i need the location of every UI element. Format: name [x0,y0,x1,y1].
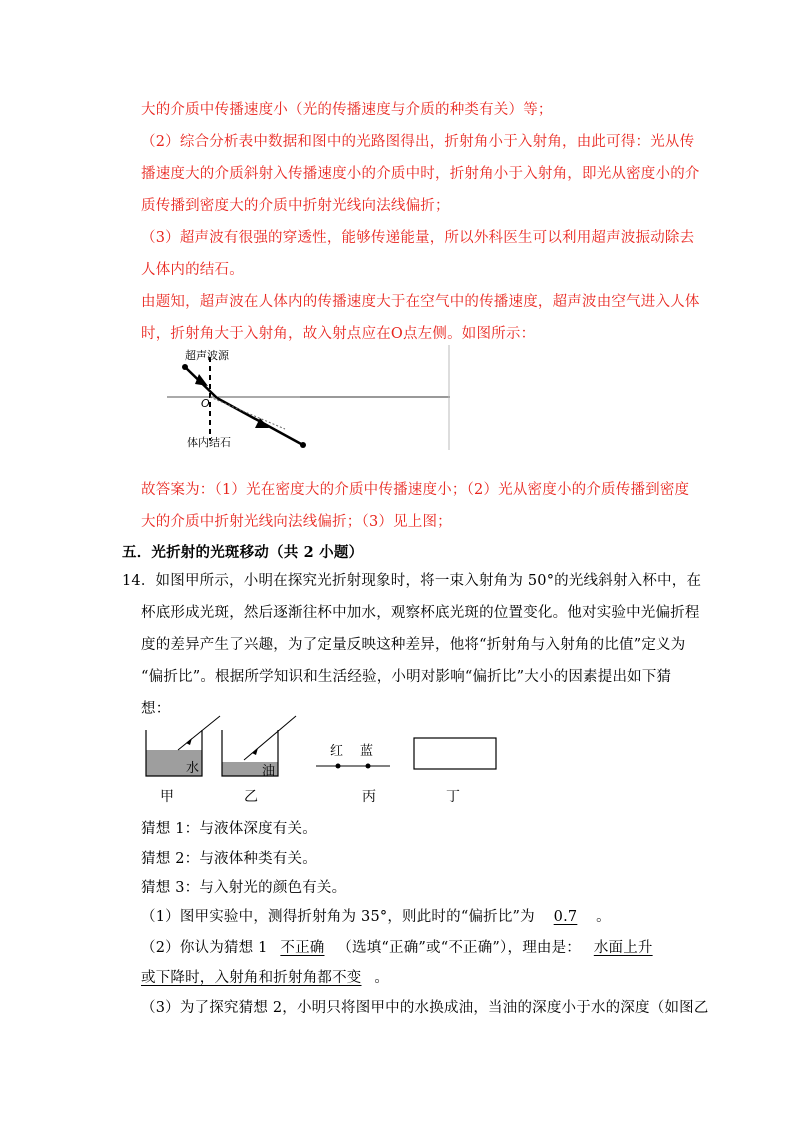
question-line-4: “偏折比”。根据所学知识和生活经验，小明对影响“偏折比”大小的因素提出如下猜 [141,669,672,685]
ray-jia-arrow [186,738,192,745]
sub2-reason-part2: 或下降时，入射角和折射角都不变 [141,970,362,986]
sub-question-1 [141,905,611,926]
sub1-prefix: （1）图甲实验中，测得折射角为 35°，则此时的“偏折比”为 [141,909,535,925]
water-label: 水 [186,761,200,776]
caption-yi: 乙 [244,789,258,804]
guess-1: 猜想 1：与液体深度有关。 [141,821,317,837]
blue-spot [366,764,371,769]
answer-line-5: （3）超声波有很强的穿透性，能够传递能量，所以外科医生可以利用超声波振动除去 [141,230,695,246]
dashed-reference [210,397,285,429]
question-line-1: 14．如图甲所示，小明在探究光折射现象时，将一束入射角为 50°的光线斜射入杯中，在 [122,573,702,589]
sub1-suffix: 。 [596,909,611,925]
sub-question-3: （3）为了探究猜想 2，小明只将图甲中的水换成油，当油的深度小于水的深度（如图乙 [141,1000,709,1016]
answer-line-8: 时，折射角大于入射角，故入射点应在O点左侧。如图所示： [141,326,536,342]
ray-jia [178,716,220,750]
sub-question-2-cont [141,966,389,987]
sub2-middle: （选填“正确”或“不正确”），理由是： [337,940,581,956]
answer-line-1: 大的介质中传播速度小（光的传播速度与介质的种类有关）等； [141,102,553,118]
sub1-answer: 0.7 [553,909,578,925]
final-answer-line-1: 故答案为：（1）光在密度大的介质中传播速度小；（2）光从密度小的介质传播到密度 [141,482,690,498]
final-answer-line-2: 大的介质中折射光线向法线偏折；（3）见上图； [141,514,452,530]
caption-bing: 丙 [362,789,376,804]
experiment-figures [138,712,508,804]
answer-line-6: 人体内的结石。 [141,262,244,278]
source-label: 超声波源 [185,349,229,362]
ultrasound-refraction-figure [165,345,455,455]
blue-label: 蓝 [360,744,374,759]
ding-box [414,738,496,769]
red-spot [336,764,341,769]
ray-yi [244,716,296,760]
sub2-answer: 不正确 [280,940,325,956]
oil-label: 油 [262,764,276,779]
ray-yi-arrow [252,748,258,755]
guess-3: 猜想 3：与入射光的颜色有关。 [141,880,347,896]
point-o-label: O [201,397,210,410]
question-line-5: 想： [141,701,171,717]
incident-arrow [195,374,208,386]
answer-line-3: 播速度大的介质斜射入传播速度小的介质中时，折射角小于入射角，即光从密度小的介 [141,166,700,182]
sub2-reason-part1: 水面上升 [593,940,653,956]
caption-jia: 甲 [160,789,174,804]
answer-line-7: 由题知，超声波在人体内的传播速度大于在空气中的传播速度，超声波由空气进入人体 [141,294,700,310]
stone-dot [300,442,306,448]
section-title: 五．光折射的光斑移动（共 2 小题） [122,544,364,561]
caption-ding: 丁 [446,789,460,804]
question-line-2: 杯底形成光斑，然后逐渐往杯中加水，观察杯底光斑的位置变化。他对实验中光偏折程 [141,605,700,621]
sub2-suffix: 。 [374,970,390,986]
sub-question-2 [141,936,653,957]
stone-label: 体内结石 [187,436,231,449]
question-line-3: 度的差异产生了兴趣，为了定量反映这种差异，他将“折射角与入射角的比值”定义为 [141,637,686,653]
sub2-prefix: （2）你认为猜想 1 [141,940,268,956]
answer-line-2: （2）综合分析表中数据和图中的光路图得出，折射角小于入射角，由此可得：光从传 [141,134,695,150]
red-label: 红 [330,744,344,759]
guess-2: 猜想 2：与液体种类有关。 [141,851,317,867]
answer-line-4: 质传播到密度大的介质中折射光线向法线偏折； [141,198,450,214]
